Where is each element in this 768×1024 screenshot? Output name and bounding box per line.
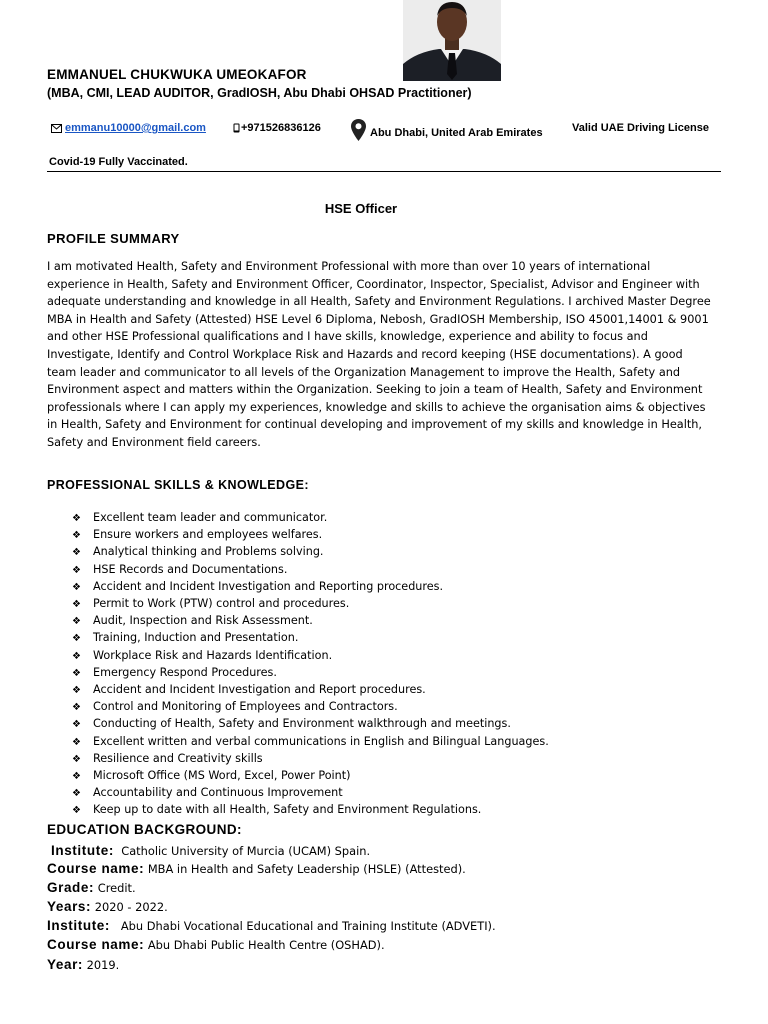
skill-item: ❖ Emergency Respond Procedures. xyxy=(72,665,549,682)
skill-item: ❖ Audit, Inspection and Risk Assessment. xyxy=(72,613,549,630)
summary-line: experience in Health, Safety and Environment Officer, Coordinator, Inspector, Specialist, Advisor and Engineer with xyxy=(47,277,700,291)
diamond-bullet-icon: ❖ xyxy=(72,564,81,576)
education-value: 2019. xyxy=(86,958,120,972)
diamond-bullet-icon: ❖ xyxy=(72,685,81,697)
skills-heading: PROFESSIONAL SKILLS & KNOWLEDGE: xyxy=(47,478,309,492)
education-label: Year: xyxy=(47,957,84,972)
phone-item xyxy=(233,122,321,134)
diamond-bullet-icon: ❖ xyxy=(72,736,81,748)
summary-line: I am motivated Health, Safety and Environment Professional with more than over 10 years of international xyxy=(47,260,651,273)
diamond-bullet-icon: ❖ xyxy=(72,805,81,817)
skill-item: ❖ Ensure workers and employees welfares. xyxy=(72,527,549,544)
diamond-bullet-icon: ❖ xyxy=(72,530,81,542)
summary-line: in Health, Safety and Environment for continual developing and improvement of my skills and knowledge in Health, xyxy=(47,418,703,432)
education-entry xyxy=(47,957,119,972)
job-title: HSE Officer xyxy=(324,201,398,216)
diamond-bullet-icon: ❖ xyxy=(72,616,81,628)
education-value: Abu Dhabi Public Health Centre (OSHAD). xyxy=(147,938,385,952)
mobile-phone-icon xyxy=(233,123,240,133)
education-entry xyxy=(51,843,370,858)
summary-line: and other HSE Professional qualifications and I have skills, knowledge, experience and ability to focus and xyxy=(47,330,648,344)
location-item xyxy=(350,118,543,142)
education-entry xyxy=(47,899,168,914)
summary-line: Safety and Environment field careers. xyxy=(47,435,261,449)
diamond-bullet-icon: ❖ xyxy=(72,771,81,783)
diamond-bullet-icon: ❖ xyxy=(72,581,81,593)
education-entry xyxy=(47,880,136,895)
location-text: Abu Dhabi, United Arab Emirates xyxy=(370,127,543,139)
skill-item: ❖ Conducting of Health, Safety and Environment walkthrough and meetings. xyxy=(72,716,549,733)
skill-item: ❖ Microsoft Office (MS Word, Excel, Power Point) xyxy=(72,768,549,785)
education-value: MBA in Health and Safety Leadership (HSLE) (Attested). xyxy=(147,862,466,876)
diamond-bullet-icon: ❖ xyxy=(72,753,81,765)
skill-item: ❖ Accident and Incident Investigation and Report procedures. xyxy=(72,682,549,699)
diamond-bullet-icon: ❖ xyxy=(72,513,81,524)
map-pin-icon xyxy=(350,118,367,142)
diamond-bullet-icon: ❖ xyxy=(72,633,81,645)
education-label: Institute: xyxy=(51,843,114,858)
skill-item: ❖ Training, Induction and Presentation. xyxy=(72,630,549,647)
education-label: Course name: xyxy=(47,861,145,876)
diamond-bullet-icon: ❖ xyxy=(72,547,81,559)
education-value: 2020 - 2022. xyxy=(94,900,168,914)
education-label: Grade: xyxy=(47,880,95,895)
driving-license: Valid UAE Driving License xyxy=(572,122,709,134)
summary-line: Environment aspect and matters within the Organization. Seeking to join a team of Health, Safety and Environment xyxy=(47,383,703,397)
summary-line: team leader and communicator to all levels of the Organization Management to improve the Health, Safety and xyxy=(47,365,681,379)
summary-line: professionals where I can apply my experiences, knowledge and skills to achieve the organisation aims & objectives xyxy=(47,400,706,414)
education-value: Catholic University of Murcia (UCAM) Spain. xyxy=(121,844,371,858)
education-value: Abu Dhabi Vocational Educational and Training Institute (ADVETI). xyxy=(120,919,496,933)
skill-item: ❖ HSE Records and Documentations. xyxy=(72,562,549,579)
education-value: Credit. xyxy=(97,881,136,895)
education-entry xyxy=(47,918,496,933)
contact-row xyxy=(47,118,727,142)
skill-item: ❖ Excellent written and verbal communications in English and Bilingual Languages. xyxy=(72,734,549,751)
person-photo-icon xyxy=(403,0,501,81)
diamond-bullet-icon: ❖ xyxy=(72,702,81,714)
phone-number: +971526836126 xyxy=(241,122,321,134)
education-label: Institute: xyxy=(47,918,110,933)
diamond-bullet-icon: ❖ xyxy=(72,788,81,800)
diamond-bullet-icon: ❖ xyxy=(72,667,81,679)
summary-line: Investigate, Identify and Control Workplace Risk and Hazards and record keeping (HSE documentations). A good xyxy=(47,347,683,361)
skill-item: ❖ Analytical thinking and Problems solving. xyxy=(72,544,549,561)
education-heading: EDUCATION BACKGROUND: xyxy=(47,822,242,837)
skill-item: ❖ Control and Monitoring of Employees and Contractors. xyxy=(72,699,549,716)
summary-line: adequate understanding and knowledge in all Health, Safety and Environment Regulations. I archived Master Degree xyxy=(47,295,711,309)
skill-item: ❖ Accountability and Continuous Improvement xyxy=(72,785,549,802)
skill-item: ❖ Keep up to date with all Health, Safety and Environment Regulations. xyxy=(72,802,549,819)
email-link[interactable]: emmanu10000@gmail.com xyxy=(65,122,206,134)
profile-summary-heading: PROFILE SUMMARY xyxy=(47,231,180,246)
skill-item: ❖ Excellent team leader and communicator. xyxy=(72,510,549,527)
skill-item: ❖ Accident and Incident Investigation and Reporting procedures. xyxy=(72,579,549,596)
diamond-bullet-icon: ❖ xyxy=(72,650,81,662)
profile-summary-text xyxy=(47,258,719,452)
education-label: Years: xyxy=(47,899,92,914)
candidate-qualifications: (MBA, CMI, LEAD AUDITOR, GradIOSH, Abu Dhabi OHSAD Practitioner) xyxy=(47,86,472,100)
diamond-bullet-icon: ❖ xyxy=(72,719,81,731)
education-entry xyxy=(47,861,466,876)
envelope-icon xyxy=(51,124,62,133)
skill-item: ❖ Workplace Risk and Hazards Identification. xyxy=(72,648,549,665)
candidate-name: EMMANUEL CHUKWUKA UMEOKAFOR xyxy=(47,67,307,82)
skill-item: ❖ Permit to Work (PTW) control and procedures. xyxy=(72,596,549,613)
email-item xyxy=(51,122,206,134)
education-entry xyxy=(47,937,385,952)
education-label: Course name: xyxy=(47,937,145,952)
skills-list xyxy=(72,510,549,820)
profile-photo xyxy=(403,0,501,81)
header-divider xyxy=(47,171,721,172)
diamond-bullet-icon: ❖ xyxy=(72,599,81,611)
vaccination-status: Covid-19 Fully Vaccinated. xyxy=(49,156,188,168)
skill-item: ❖ Resilience and Creativity skills xyxy=(72,751,549,768)
summary-line: MBA in Health and Safety (Attested) HSE Level 6 Diploma, Nebosh, GradIOSH Membership, ISO 45001,14001 & 9001 xyxy=(47,312,709,326)
